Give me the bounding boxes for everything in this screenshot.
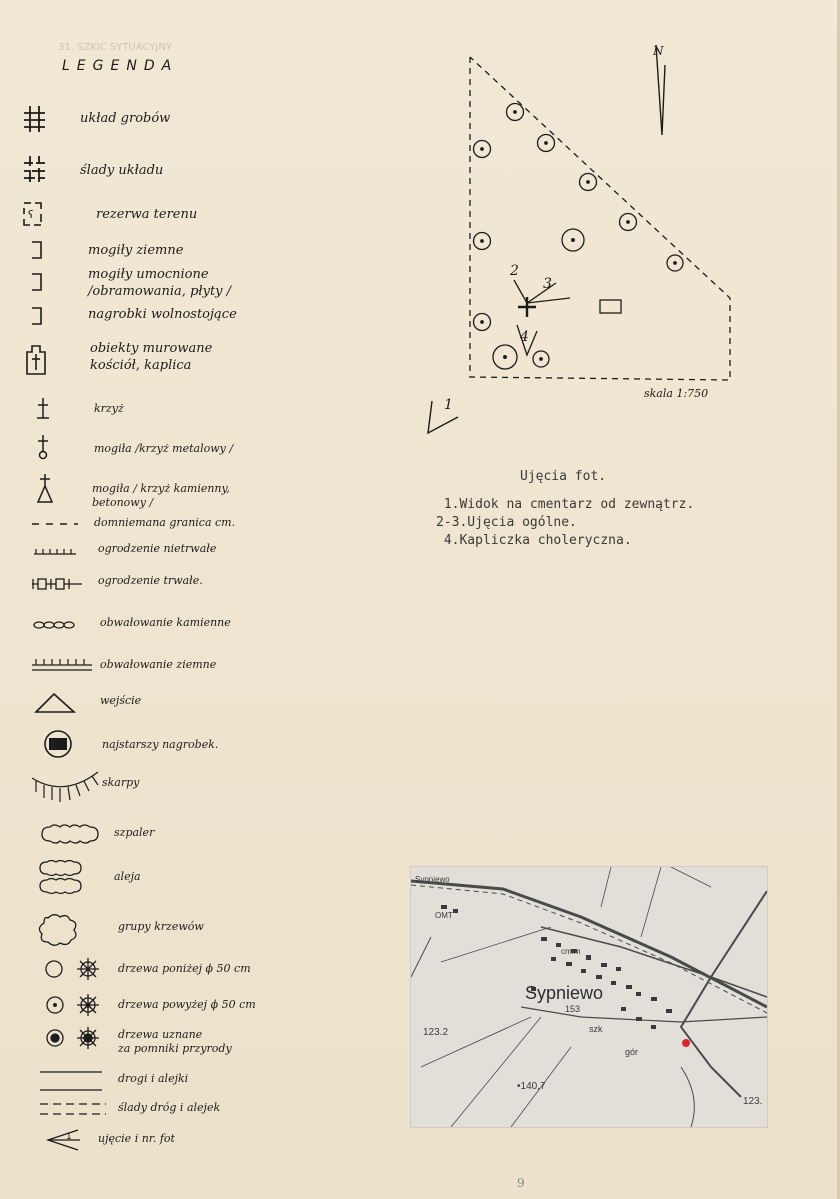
topo-label: gór — [625, 1047, 639, 1057]
legend-label: obwałowanie kamienne — [100, 616, 231, 629]
photo-item: 2-3.Ujęcia ogólne. — [436, 515, 577, 530]
photo-item: 4.Kapliczka choleryczna. — [436, 533, 632, 548]
temporary-fence-icon — [22, 540, 82, 560]
metal-cross-grave-icon — [22, 434, 62, 464]
legend-item-reinforced-graves — [22, 266, 322, 299]
legend-item-freestanding — [22, 304, 322, 334]
legend-label: układ grobów — [80, 111, 171, 126]
view-label: 4 — [520, 329, 529, 345]
cemetery-location-marker — [682, 1039, 690, 1047]
legend-item-layout-traces — [22, 154, 322, 184]
stone-embankment-icon — [22, 614, 92, 634]
legend-label: drzewa uznane za pomniki przyrody — [118, 1028, 232, 1055]
legend-item-photo-view — [22, 1126, 322, 1156]
legend-label: mogiła / krzyż kamienny, betonowy / — [92, 482, 230, 509]
north-label: N — [653, 44, 664, 58]
reinforced-grave-icon — [22, 266, 62, 300]
view-label: 2 — [510, 263, 519, 279]
reserve-icon — [22, 200, 62, 230]
large-tree-icon — [22, 990, 102, 1020]
legend-item-monument-trees — [22, 1024, 322, 1054]
topo-label: cm.m — [561, 947, 581, 956]
legend-label: grupy krzewów — [118, 920, 204, 933]
legend-item-entrance — [22, 688, 322, 718]
legend-item-reserve — [22, 200, 322, 230]
layout-traces-icon — [22, 154, 62, 184]
legend-item-brick-buildings — [22, 340, 322, 373]
topo-label: 153 — [565, 1004, 581, 1014]
legend-label: drzewa poniżej ϕ 50 cm — [118, 962, 251, 975]
road-trace-icon — [22, 1100, 112, 1120]
legend-item-shrubs — [22, 910, 322, 940]
chapel-marker — [600, 300, 621, 313]
cemetery-sketch — [410, 35, 770, 445]
legend-item-temp-fence — [22, 540, 322, 570]
photo-item: 1.Widok na cmentarz od zewnątrz. — [436, 497, 695, 512]
legend-item-stone-cross — [22, 472, 322, 509]
legend-label: aleja — [114, 870, 141, 883]
legend-item-small-trees — [22, 954, 322, 984]
legend-title: LEGENDA — [62, 58, 179, 74]
topo-label: 123.2 — [423, 1027, 449, 1038]
legend-item-avenue — [22, 858, 322, 888]
topo-town-label: Sypniewo — [525, 983, 604, 1003]
legend-label: krzyż — [94, 402, 124, 415]
dashed-boundary-icon — [22, 514, 82, 534]
photo-list-title: Ujęcia fot. — [520, 469, 607, 484]
legend-label: mogiły ziemne — [88, 243, 184, 258]
avenue-icon — [22, 858, 112, 898]
cross-icon — [22, 396, 62, 426]
legend-label: mogiły umocnione /obramowania, płyty / — [88, 267, 232, 299]
legend-label: ślady układu — [80, 163, 164, 178]
legend-item-metal-cross — [22, 434, 322, 464]
topo-label: 123. — [743, 1096, 763, 1107]
slope-icon — [22, 770, 102, 810]
legend-label: obwałowanie ziemne — [100, 658, 217, 671]
page-number: 9 — [517, 1176, 525, 1190]
legend-label: ogrodzenie trwałe. — [98, 574, 203, 587]
entrance-triangle-icon — [22, 688, 82, 718]
monument-tree-icon — [22, 1024, 102, 1054]
legend-label: domniemana granica cm. — [94, 516, 236, 529]
small-tree-icon — [22, 954, 102, 984]
freestanding-tomb-icon — [22, 304, 62, 334]
legend-label: skarpy — [102, 776, 140, 789]
legend-label: mogiła /krzyż metalowy / — [94, 442, 234, 455]
topo-label: OMT — [435, 911, 453, 920]
oldest-tomb-icon — [22, 730, 82, 760]
topo-label: szk — [589, 1024, 603, 1034]
legend-item-perm-fence — [22, 572, 322, 602]
scale-label: skala 1:750 — [644, 387, 709, 400]
road-icon — [22, 1068, 112, 1098]
view-label: 3 — [543, 276, 552, 292]
earth-grave-icon — [22, 238, 62, 268]
legend-label: drogi i alejki — [118, 1072, 189, 1085]
legend-item-earth-graves — [22, 238, 322, 268]
photo-viewpoint-icon — [22, 1126, 82, 1156]
legend-item-large-trees — [22, 990, 322, 1020]
topo-label: Sypniewo — [415, 875, 450, 884]
chapel-icon — [22, 340, 62, 380]
photo-list — [436, 468, 694, 550]
legend-label: ogrodzenie nietrwałe — [98, 542, 217, 555]
legend-label: rezerwa terenu — [96, 207, 198, 222]
legend-item-oldest-tomb — [22, 730, 322, 760]
legend-label: nagrobki wolnostojące — [88, 307, 237, 322]
topo-label: •140,7 — [517, 1081, 546, 1092]
view-label: 1 — [444, 397, 453, 413]
legend-item-stone-bank — [22, 614, 322, 644]
hedgerow-icon — [22, 822, 112, 846]
legend-item-slopes — [22, 770, 322, 800]
legend-label: wejście — [100, 694, 142, 707]
legend-item-hedgerow — [22, 822, 322, 852]
grave-layout-icon — [22, 104, 62, 134]
stone-cross-grave-icon — [22, 472, 62, 506]
topographic-map — [410, 866, 768, 1128]
legend-label: szpaler — [114, 826, 155, 839]
svg-text:ʕ: ʕ — [28, 208, 34, 221]
permanent-fence-icon — [22, 572, 82, 592]
legend-label: najstarszy nagrobek. — [102, 738, 219, 751]
legend-label: obiekty murowane kościół, kaplica — [90, 341, 213, 373]
legend-label: ujęcie i nr. fot — [98, 1132, 175, 1145]
shrub-group-icon — [22, 910, 92, 946]
legend-item-roads — [22, 1068, 322, 1098]
faint-header: 31. SZKIC SYTUACYJNY — [58, 42, 172, 53]
legend-label: ślady dróg i alejek — [118, 1101, 221, 1114]
earth-embankment-icon — [22, 656, 102, 676]
svg-text:1: 1 — [66, 1132, 72, 1142]
legend-item-cross — [22, 396, 322, 426]
legend-item-grave-layout — [22, 104, 322, 134]
legend-label: drzewa powyżej ϕ 50 cm — [118, 998, 256, 1011]
legend-item-earth-bank — [22, 656, 322, 686]
